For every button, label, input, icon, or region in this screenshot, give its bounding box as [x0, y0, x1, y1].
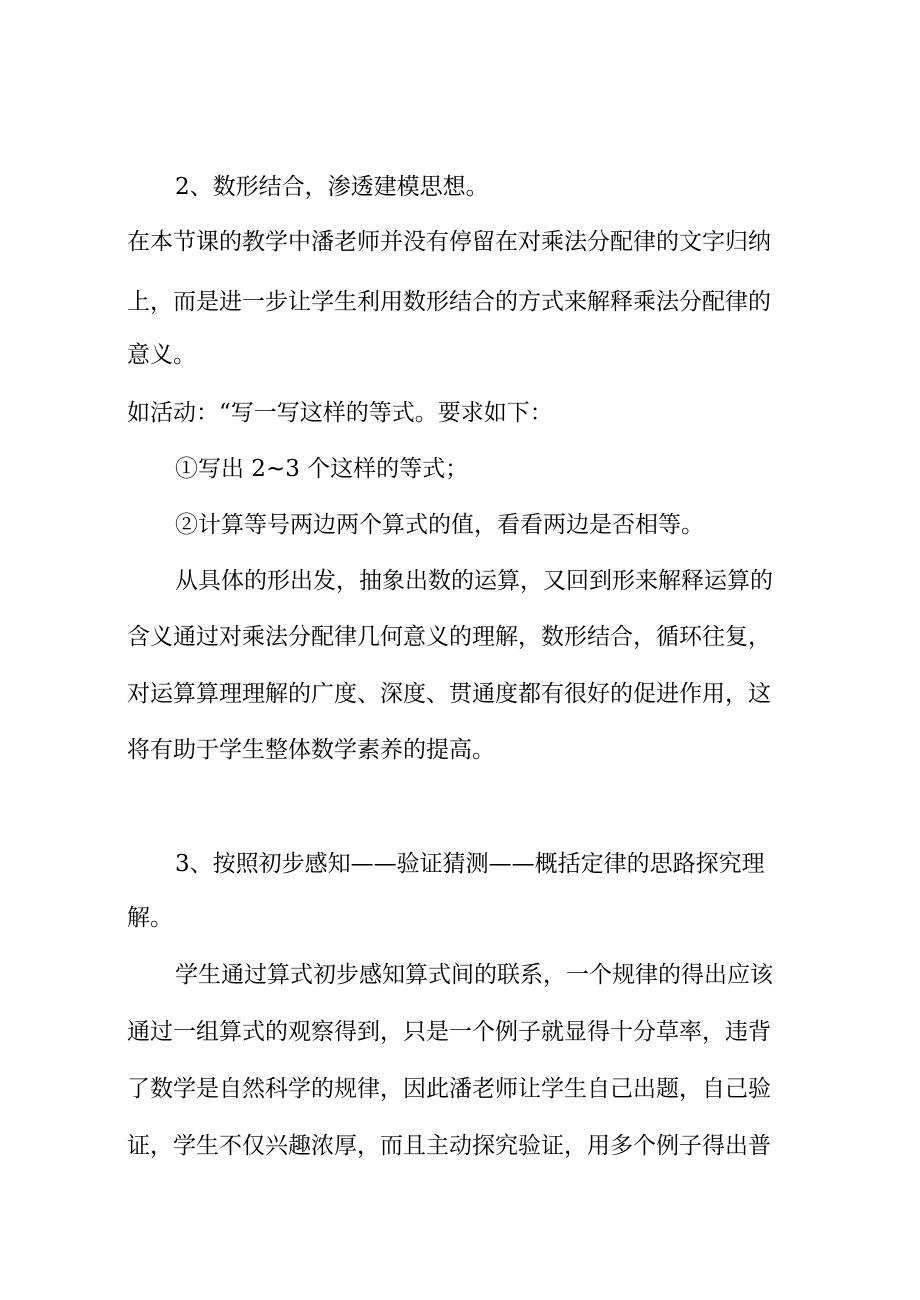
paragraph-2-line-2: 含义通过对乘法分配律几何意义的理解，数形结合，循环往复，	[127, 624, 771, 650]
section-3-heading-line-1: 3、按照初步感知——验证猜测——概括定律的思路探究理	[175, 851, 765, 877]
paragraph-3-line-3: 了数学是自然科学的规律，因此潘老师让学生自己出题，自己验	[127, 1076, 771, 1102]
paragraph-3-line-1: 学生通过算式初步感知算式间的联系，一个规律的得出应该	[175, 962, 773, 988]
paragraph-3-line-4: 证，学生不仅兴趣浓厚，而且主动探究验证，用多个例子得出普	[127, 1133, 771, 1159]
paragraph-2-line-3: 对运算算理理解的广度、深度、贯通度都有很好的促进作用，这	[127, 681, 771, 707]
section-2-heading: 2、数形结合，渗透建模思想。	[175, 174, 489, 200]
paragraph-1-line-2: 上，而是进一步让学生利用数形结合的方式来解释乘法分配律的	[127, 289, 771, 315]
paragraph-2-line-1: 从具体的形出发，抽象出数的运算，又回到形来解释运算的	[175, 568, 773, 594]
section-3-heading-line-2: 解。	[127, 905, 173, 931]
activity-item-2: ②计算等号两边两个算式的值，看看两边是否相等。	[175, 512, 704, 538]
paragraph-3-line-2: 通过一组算式的观察得到，只是一个例子就显得十分草率，违背	[127, 1019, 771, 1045]
paragraph-1-line-1: 在本节课的教学中潘老师并没有停留在对乘法分配律的文字归纳	[127, 229, 771, 255]
paragraph-1-line-3: 意义。	[127, 342, 196, 368]
paragraph-2-line-4: 将有助于学生整体数学素养的提高。	[127, 737, 495, 763]
activity-intro: 如活动：“写一写这样的等式。要求如下：	[127, 400, 553, 426]
activity-item-1: ①写出 2~3 个这样的等式；	[175, 456, 469, 482]
